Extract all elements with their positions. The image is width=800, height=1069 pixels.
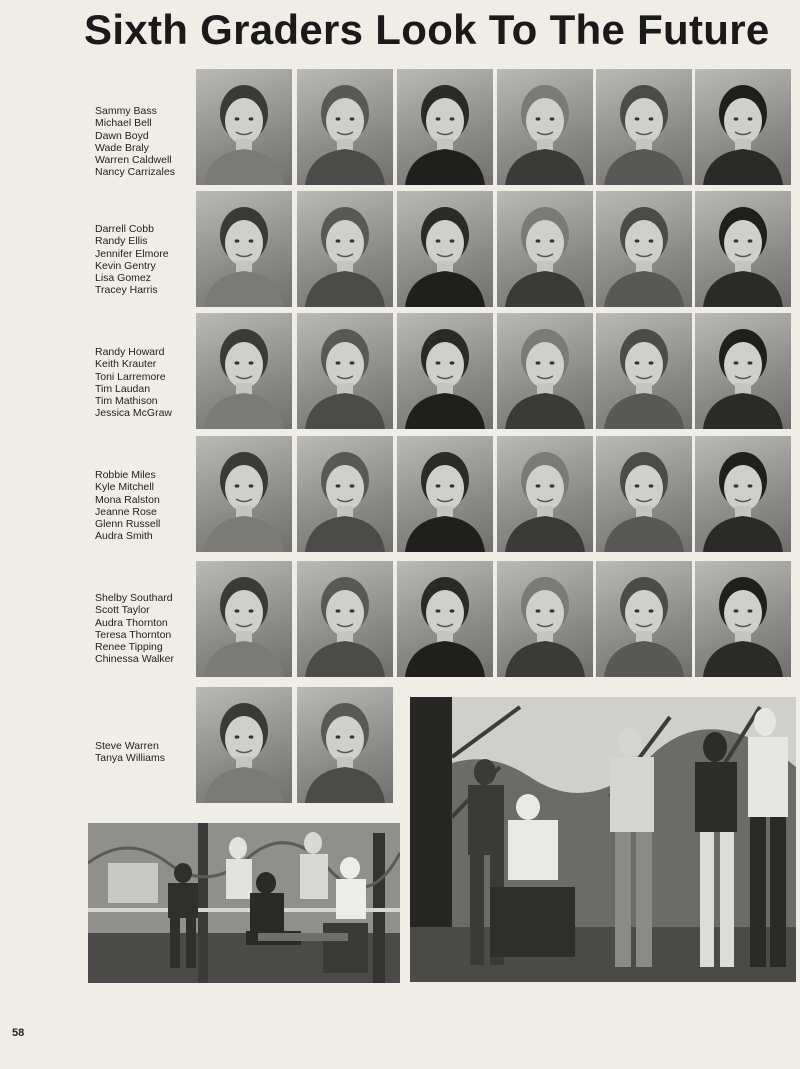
row-4-names [95,469,160,543]
student-portrait [596,191,692,307]
row-3-names [95,346,172,420]
student-name: Lisa Gomez [95,272,152,285]
student-name: Sammy Bass [95,105,157,117]
student-portrait [196,687,292,803]
student-portrait [596,313,692,429]
student-portrait [695,561,791,677]
student-portrait [596,69,692,185]
student-portrait [497,436,593,552]
student-name: Kyle Mitchell [95,481,154,494]
student-name: Audra Smith [95,530,153,543]
student-portrait [596,436,692,552]
row-6-names [95,740,165,765]
student-name: Michael Bell [95,117,152,130]
student-portrait [297,69,393,185]
student-name: Kevin Gentry [95,259,156,272]
student-name: Renee Tipping [95,641,163,654]
page-number: 58 [12,1027,25,1039]
student-name: Warren Caldwell [95,154,172,167]
student-portrait [596,561,692,677]
student-portrait [297,436,393,552]
student-name: Toni Larremore [95,370,166,383]
student-portrait [397,69,493,185]
student-name: Randy Howard [95,346,165,358]
student-portrait [397,191,493,307]
student-portrait [297,561,393,677]
student-name: Chinessa Walker [95,653,174,666]
student-portrait [695,69,791,185]
student-portrait [196,436,292,552]
student-portrait [196,313,292,429]
student-portrait [196,69,292,185]
student-portrait [497,561,593,677]
student-name: Dawn Boyd [95,129,149,142]
student-portrait [397,436,493,552]
student-portrait [196,191,292,307]
student-portrait [497,191,593,307]
student-name: Jessica McGraw [95,407,173,420]
student-portrait [297,191,393,307]
student-name: Mona Ralston [95,493,160,506]
student-name: Jeanne Rose [95,505,157,518]
student-name: Randy Ellis [95,235,148,248]
student-name: Scott Taylor [95,604,150,617]
page-title: Sixth Graders Look To The Future [84,6,770,53]
student-name: Teresa Thornton [95,628,172,641]
student-name: Jennifer Elmore [95,247,169,260]
student-name: Shelby Southard [95,592,173,604]
student-portrait [196,561,292,677]
student-portrait [695,436,791,552]
student-name: Tim Laudan [95,382,151,395]
row-5-names [95,592,174,666]
student-portrait [397,313,493,429]
student-portrait [497,313,593,429]
student-name: Nancy Carrizales [95,166,175,179]
student-portrait [297,313,393,429]
student-name: Keith Krauter [95,358,157,371]
student-portrait [695,191,791,307]
student-name: Steve Warren [95,740,159,752]
candid-photo-outdoor-group [88,823,400,983]
student-name: Tanya Williams [95,752,166,765]
student-name: Robbie Miles [95,469,156,481]
student-portrait [397,561,493,677]
student-portrait [497,69,593,185]
row-2-names [95,223,169,297]
student-portrait [695,313,791,429]
student-name: Darrell Cobb [95,223,154,235]
row-1-names [95,105,175,179]
student-name: Audra Thornton [95,616,168,629]
student-name: Tim Mathison [95,395,158,408]
student-name: Wade Braly [95,141,149,154]
student-name: Tracey Harris [95,284,158,297]
student-portrait [297,687,393,803]
candid-photo-students-by-tree [410,697,796,982]
student-name: Glenn Russell [95,518,161,531]
